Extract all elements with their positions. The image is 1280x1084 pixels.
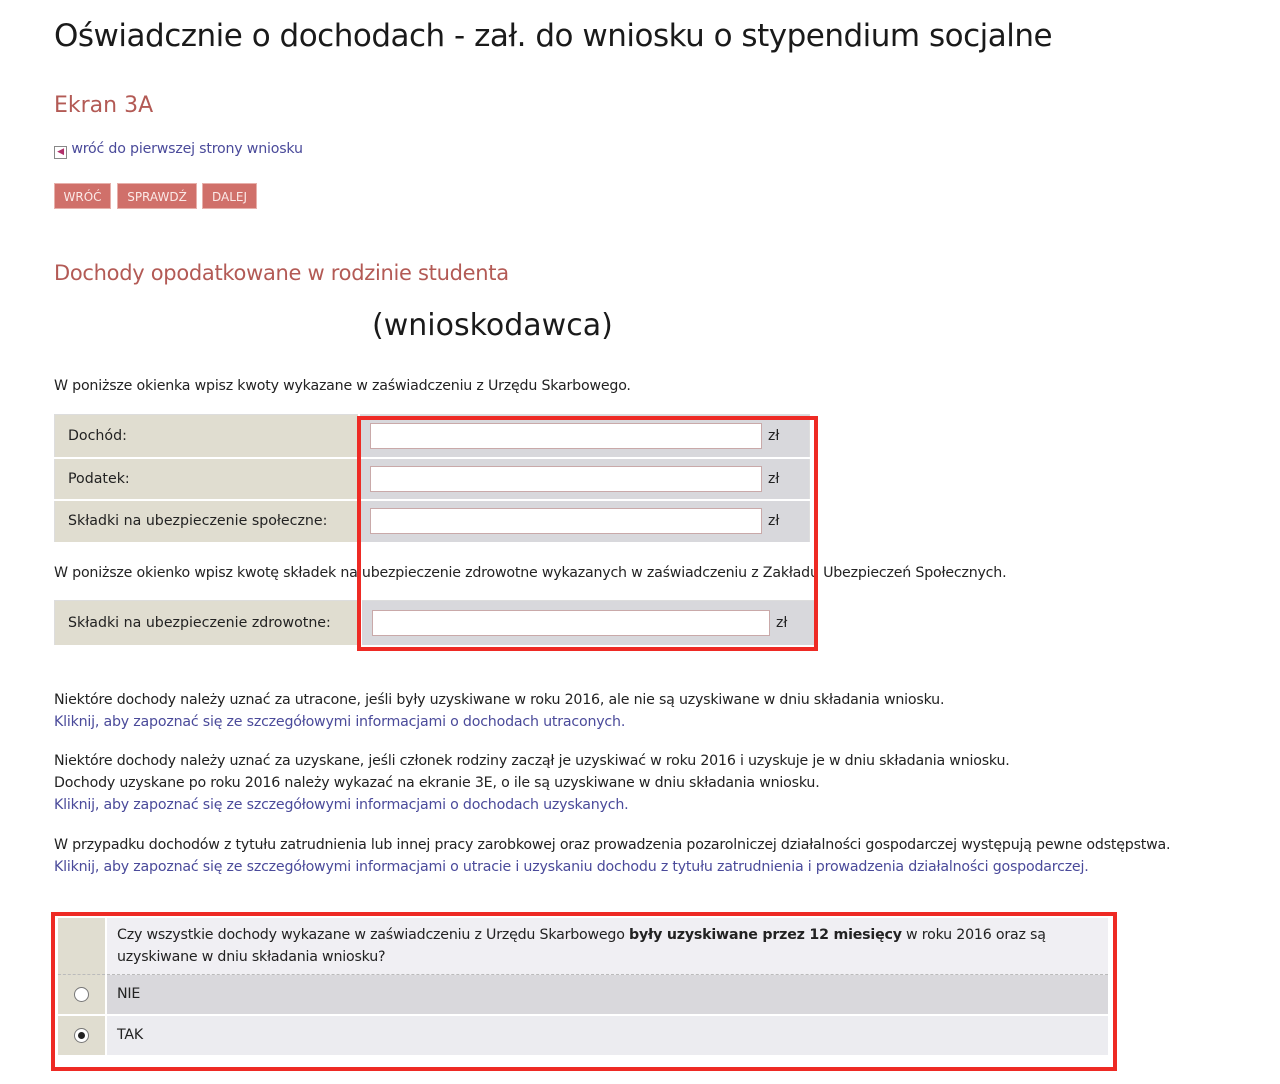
back-to-first-page-link[interactable] — [54, 141, 303, 159]
field-label: Składki na ubezpieczenie społeczne: — [55, 500, 360, 543]
screen-label: Ekran 3A — [54, 93, 154, 118]
question-text: Czy wszystkie dochody wykazane w zaświadczeniu z Urzędu Skarbowego były uzyskiwane przez 12 miesięcy w roku 2016 oraz są uzyskiwane w dniu składania wniosku? — [106, 918, 1108, 975]
info-link-lost-income[interactable]: Kliknij, aby zapoznać się ze szczegółowymi informacjami o dochodach utraconych. — [54, 714, 626, 730]
info-text: W przypadku dochodów z tytułu zatrudnienia lub innej pracy zarobkowej oraz prowadzenia pozarolniczej działalności gospodarczej występują pewne odstępstwa. — [54, 837, 1171, 853]
info-block-employment — [54, 834, 1204, 878]
back-button[interactable]: WRÓĆ — [54, 183, 111, 209]
radio-nie[interactable] — [74, 987, 89, 1002]
info-link-employment[interactable]: Kliknij, aby zapoznać się ze szczegółowymi informacjami o utracie i uzyskaniu dochodu z tytułu zatrudnienia i prowadzenia działalności gospodarczej. — [54, 859, 1089, 875]
option-row-nie[interactable] — [58, 975, 1108, 1015]
field-label: Składki na ubezpieczenie zdrowotne: — [55, 601, 362, 646]
tax-input[interactable] — [370, 466, 762, 492]
question-row — [58, 918, 1108, 975]
option-row-tak[interactable] — [58, 1015, 1108, 1055]
field-row-income — [55, 415, 810, 458]
back-arrow-icon: ◀ — [54, 146, 67, 159]
tax-income-table — [54, 414, 810, 544]
field-label: Dochód: — [55, 415, 360, 458]
field-row-health-insurance — [55, 601, 818, 646]
info-text-2: Dochody uzyskane po roku 2016 należy wykazać na ekranie 3E, o ile są uzyskiwane w dniu składania wniosku. — [54, 775, 820, 791]
unit: zł — [768, 470, 780, 487]
section-title: Dochody opodatkowane w rodzinie studenta — [54, 261, 509, 285]
next-button[interactable]: DALEJ — [202, 183, 257, 209]
question-table — [58, 918, 1108, 1055]
info-block-gained — [54, 750, 1214, 816]
radio-tak[interactable] — [74, 1028, 89, 1043]
field-row-tax — [55, 458, 810, 500]
instruction-2: W poniższe okienko wpisz kwotę składek na ubezpieczenie zdrowotne wykazanych w zaświadczeniu z Zakładu Ubezpieczeń Społecznych. — [54, 565, 1007, 581]
health-insurance-table — [54, 600, 818, 647]
unit: zł — [768, 427, 780, 444]
page-title: Oświadcznie o dochodach - zał. do wniosku o stypendium socjalne — [54, 18, 1053, 54]
info-text: Niektóre dochody należy uznać za utracone, jeśli były uzyskiwane w roku 2016, ale nie są uzyskiwane w dniu składania wniosku. — [54, 692, 945, 708]
info-block-lost — [54, 689, 1214, 733]
back-link-text[interactable]: wróć do pierwszej strony wniosku — [71, 141, 303, 157]
option-label: TAK — [106, 1015, 1108, 1055]
income-input[interactable] — [370, 423, 762, 449]
unit: zł — [768, 513, 780, 529]
field-row-social-insurance — [55, 500, 810, 543]
health-insurance-input[interactable] — [372, 610, 770, 636]
field-label: Podatek: — [55, 458, 360, 500]
check-button[interactable]: SPRAWDŹ — [117, 183, 197, 209]
unit: zł — [776, 614, 788, 631]
info-text: Niektóre dochody należy uznać za uzyskane, jeśli członek rodziny zaczął je uzyskiwać w roku 2016 i uzyskuje je w dniu składania wniosku. — [54, 753, 1010, 769]
info-link-gained-income[interactable]: Kliknij, aby zapoznać się ze szczegółowymi informacjami o dochodach uzyskanych. — [54, 797, 629, 813]
instruction-1: W poniższe okienka wpisz kwoty wykazane w zaświadczeniu z Urzędu Skarbowego. — [54, 378, 631, 394]
option-label: NIE — [106, 975, 1108, 1015]
person-label: (wnioskodawca) — [372, 308, 613, 343]
social-insurance-input[interactable] — [370, 508, 762, 534]
